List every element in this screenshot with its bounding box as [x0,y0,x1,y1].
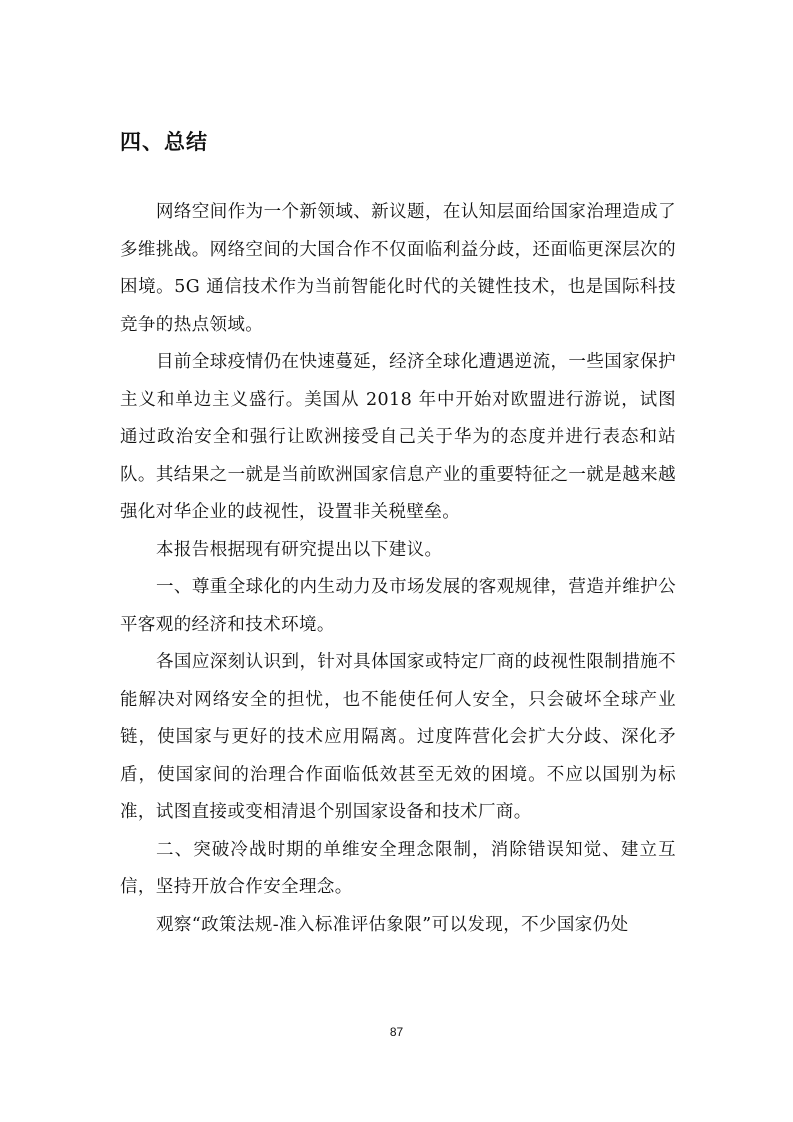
paragraph-recommendation-1: 一、尊重全球化的内生动力及市场发展的客观规律，营造并维护公平客观的经济和技术环境。 [120,577,676,635]
paragraph-recommendation-2: 二、突破冷战时期的单维安全理念限制，消除错误知觉、建立互信，坚持开放合作安全理念。 [120,839,676,897]
body-text [120,194,676,944]
section-heading: 四、总结 [120,130,208,154]
page-number: 87 [389,1025,404,1039]
paragraph-pandemic: 目前全球疫情仍在快速蔓延，经济全球化遭遇逆流，一些国家保护主义和单边主义盛行。美国从 2018 年中开始对欧盟进行游说，试图通过政治安全和强行让欧洲接受自己关于华为的态度并进行表态和站队。其结果之一就是当前欧洲国家信息产业的重要特征之一就是越来越强化对华企业的歧视性，设置非关税壁垒。 [120,352,676,522]
paragraph-recommendations-intro: 本报告根据现有研究提出以下建议。 [156,539,443,560]
paragraph-observation: 观察“政策法规-准入标准评估象限”可以发现，不少国家仍处 [156,914,629,935]
paragraph-intro: 网络空间作为一个新领域、新议题，在认知层面给国家治理造成了多维挑战。网络空间的大国合作不仅面临利益分歧，还面临更深层次的困境。5G 通信技术作为当前智能化时代的关键性技术，也是国际科技竞争的热点领域。 [120,202,676,335]
paragraph-recommendation-1-detail: 各国应深刻认识到，针对具体国家或特定厂商的歧视性限制措施不能解决对网络安全的担忧，也不能使任何人安全，只会破坏全球产业链，使国家与更好的技术应用隔离。过度阵营化会扩大分歧、深化矛盾，使国家间的治理合作面临低效甚至无效的困境。不应以国别为标准，试图直接或变相清退个别国家设备和技术厂商。 [120,652,676,822]
